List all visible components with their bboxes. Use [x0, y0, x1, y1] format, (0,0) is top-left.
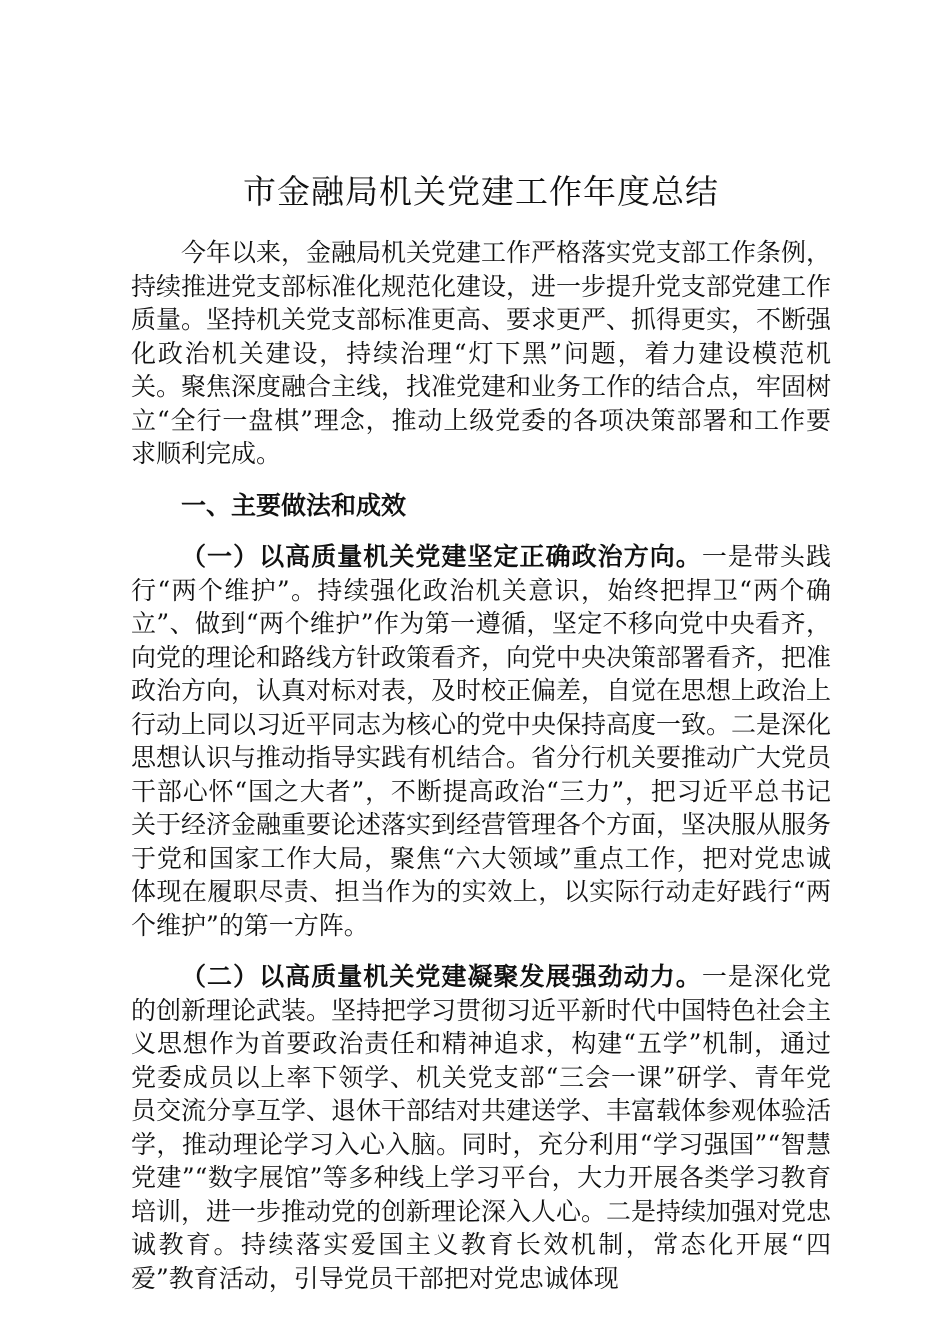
document-title: 市金融局机关党建工作年度总结	[243, 172, 719, 211]
section-heading: 一、主要做法和成效	[181, 490, 407, 520]
paragraph-body: 一是带头践行“两个维护”。持续强化政治机关意识，始终把捍卫“两个确立”、做到“两个维护”作为第一遵循，坚定不移向党中央看齐，向党的理论和路线方针政策看齐，向党中央决策部署看齐，把准政治方向，认真对标对表，及时校正偏差，自觉在思想上政治上行动上同以习近平同志为核心的党中央保持高度一致。二是深化思想认识与推动指导实践有机结合。省分行机关要推动广大党员干部心怀“国之大者”，不断提高政治“三力”，把习近平总书记关于经济金融重要论述落实到经营管理各个方面，坚决服从服务于党和国家工作大局，聚焦“六大领域”重点工作，把对党忠诚体现在履职尽责、担当作为的实效上，以实际行动走好践行“两个维护”的第一方阵。	[131, 542, 832, 940]
paragraph-item-1	[131, 540, 831, 942]
document-page	[131, 168, 831, 1313]
paragraph-item-2	[131, 960, 831, 1295]
paragraph-lead: （一）以高质量机关党建坚定正确政治方向。	[181, 542, 702, 571]
paragraph-lead: （二）以高质量机关党建凝聚发展强劲动力。	[181, 962, 702, 991]
paragraph-body: 一是深化党的创新理论武装。坚持把学习贯彻习近平新时代中国特色社会主义思想作为首要政治责任和精神追求，构建“五学”机制，通过党委成员以上率下领学、机关党支部“三会一课”研学、青年党员交流分享互学、退休干部结对共建送学、丰富载体参观体验活学，推动理论学习入心入脑。同时，充分利用“学习强国”“智慧党建”“数字展馆”等多种线上学习平台，大力开展各类学习教育培训，进一步推动党的创新理论深入人心。二是持续加强对党忠诚教育。持续落实爱国主义教育长效机制，常态化开展“四爱”教育活动，引导党员干部把对党忠诚体现	[131, 962, 832, 1293]
intro-paragraph: 今年以来，金融局机关党建工作严格落实党支部工作条例，持续推进党支部标准化规范化建设，进一步提升党支部党建工作质量。坚持机关党支部标准更高、要求更严、抓得更实，不断强化政治机关建设，持续治理“灯下黑”问题，着力建设模范机关。聚焦深度融合主线，找准党建和业务工作的结合点，牢固树立“全行一盘棋”理念，推动上级党委的各项决策部署和工作要求顺利完成。	[131, 238, 832, 468]
